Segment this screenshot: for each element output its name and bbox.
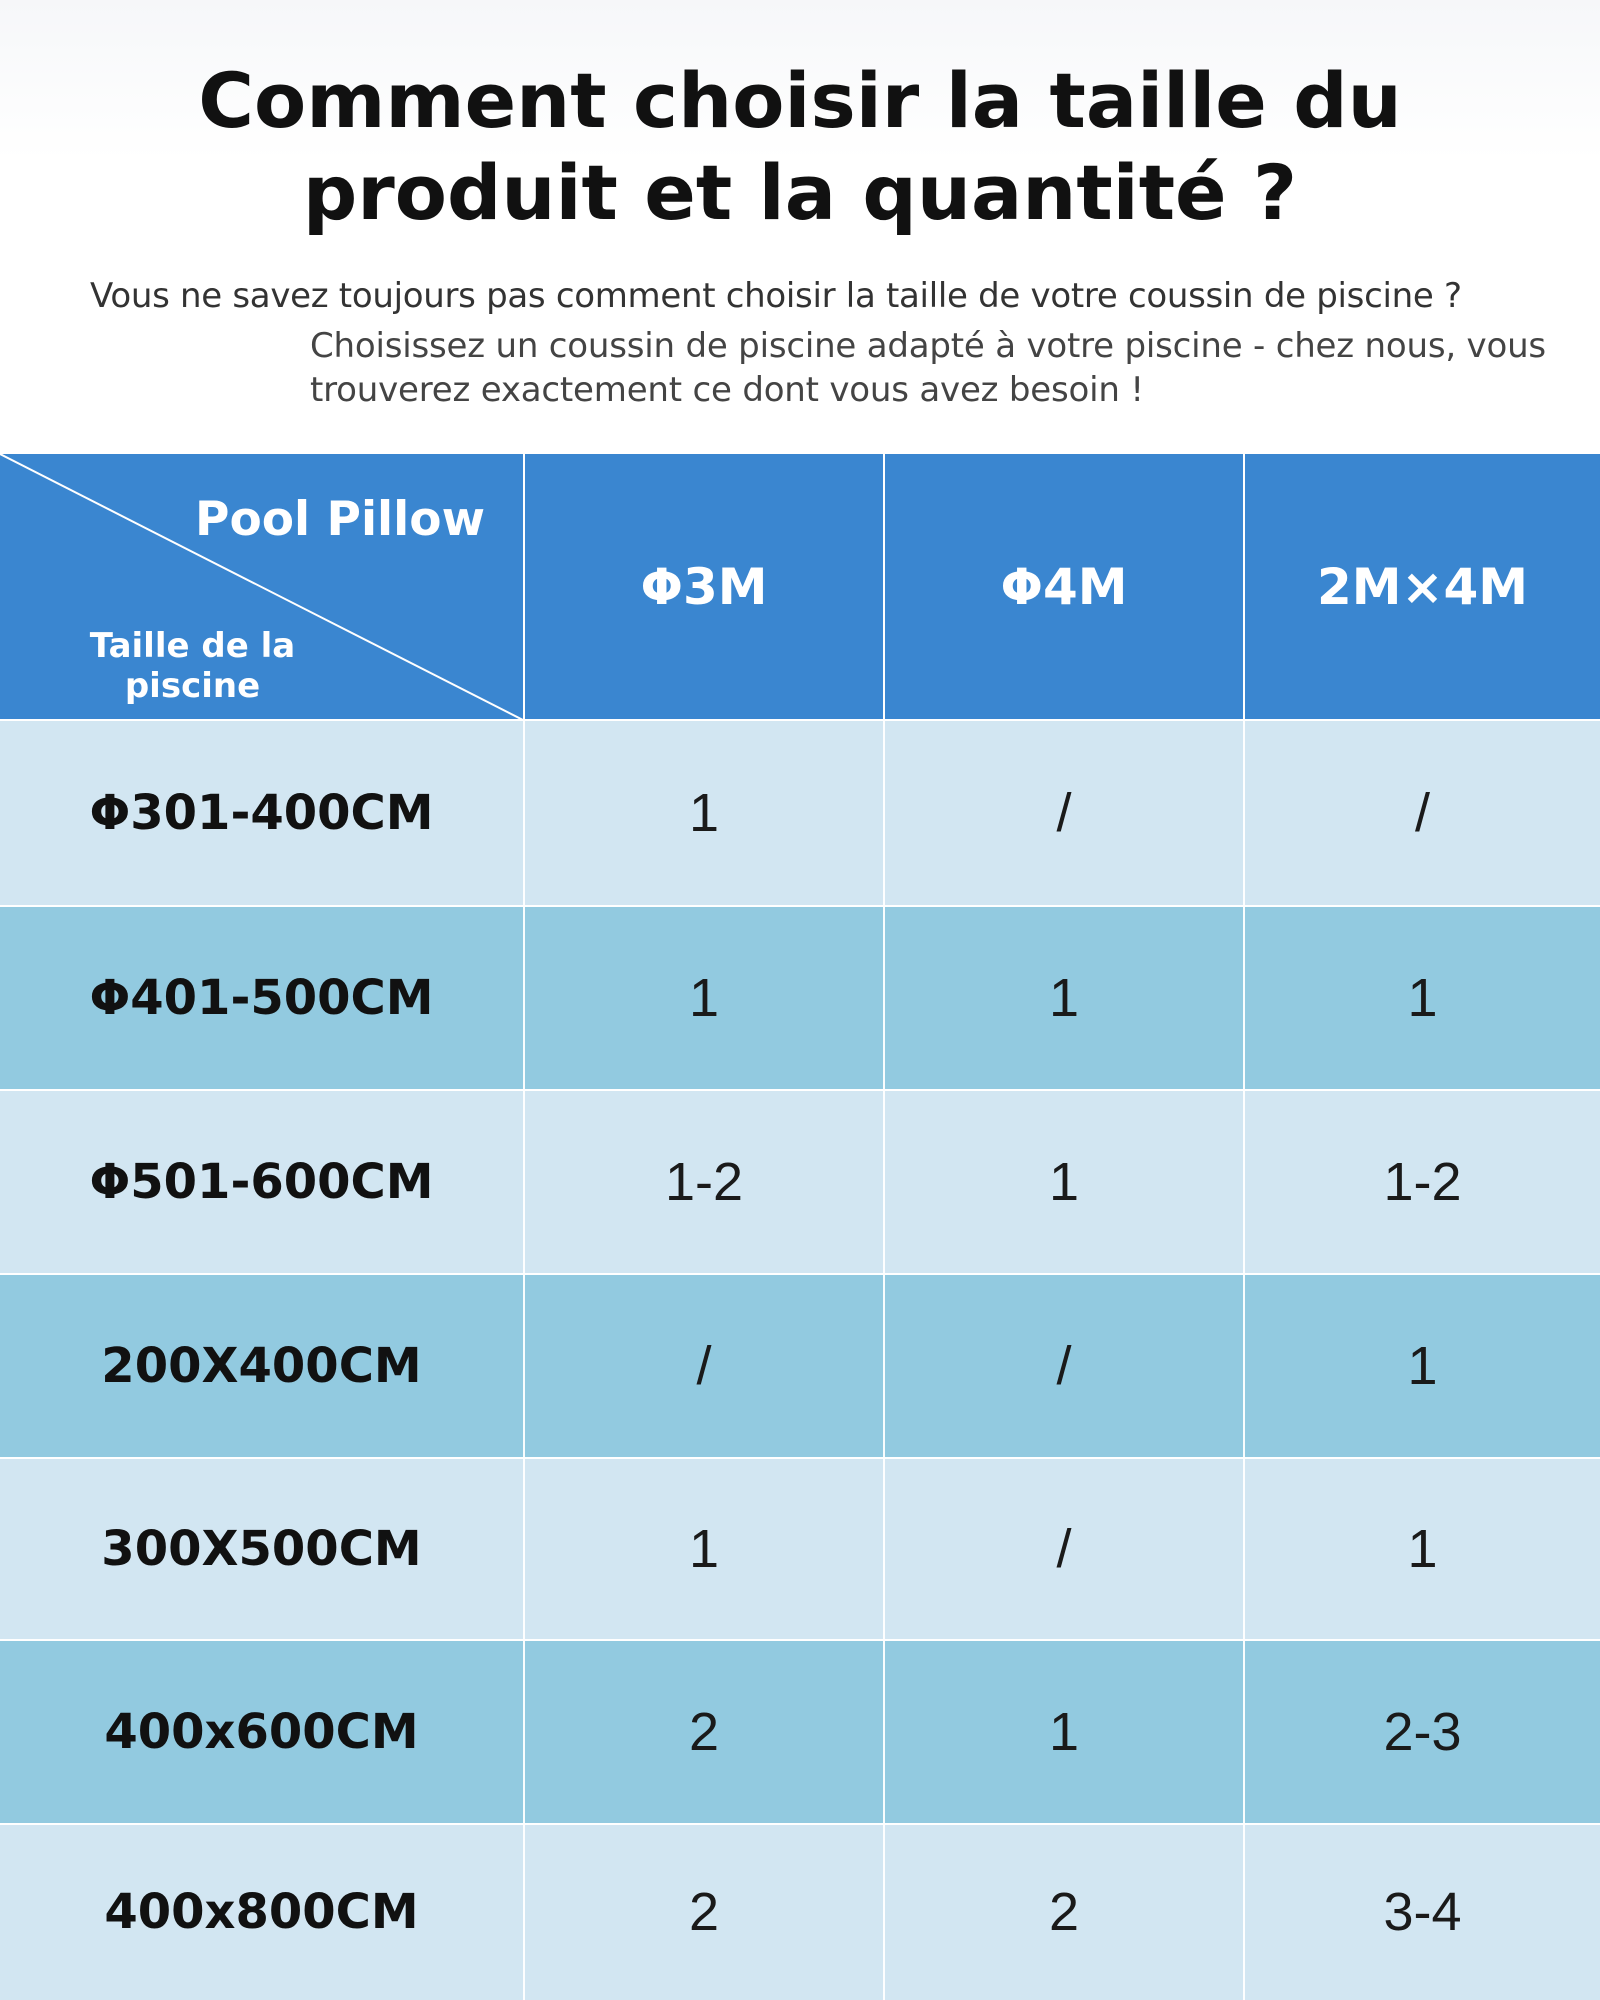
table-row bbox=[0, 1090, 1600, 1274]
table-row bbox=[0, 1458, 1600, 1640]
quantity-cell: 2 bbox=[688, 1882, 720, 1942]
quantity-cell: / bbox=[1056, 1336, 1072, 1396]
quantity-cell: 1 bbox=[688, 1519, 720, 1579]
quantity-cell: 2-3 bbox=[1383, 1702, 1462, 1762]
size-quantity-table bbox=[0, 454, 1600, 2000]
corner-label-pool-size: Taille de la piscine bbox=[89, 626, 296, 706]
quantity-cell: 1 bbox=[1048, 968, 1080, 1028]
quantity-cell: / bbox=[696, 1336, 712, 1396]
row-label: 400x800CM bbox=[104, 1884, 419, 1940]
quantity-cell: / bbox=[1056, 1519, 1072, 1579]
page-title: Comment choisir la taille du produit et la quantité ? bbox=[198, 56, 1402, 237]
column-divider bbox=[1243, 454, 1245, 2000]
column-header-2mx4m: 2M×4M bbox=[1245, 454, 1600, 720]
row-divider bbox=[0, 1457, 1600, 1459]
row-divider bbox=[0, 1639, 1600, 1641]
row-divider bbox=[0, 905, 1600, 907]
row-divider bbox=[0, 1823, 1600, 1825]
quantity-cell: / bbox=[1056, 783, 1072, 843]
subtitle-line-1: Vous ne savez toujours pas comment choisir la taille de votre coussin de piscine ? bbox=[90, 276, 1462, 316]
corner-label-pool-pillow: Pool Pillow bbox=[195, 492, 485, 547]
table-row bbox=[0, 1274, 1600, 1458]
column-header-4m: Φ4M bbox=[885, 454, 1243, 720]
table-row bbox=[0, 906, 1600, 1090]
quantity-cell: 2 bbox=[688, 1702, 720, 1762]
quantity-cell: 1 bbox=[1407, 1519, 1438, 1579]
row-divider bbox=[0, 1089, 1600, 1091]
row-label: Φ401-500CM bbox=[89, 970, 434, 1026]
quantity-cell: 2 bbox=[1048, 1882, 1080, 1942]
quantity-cell: 1 bbox=[688, 783, 720, 843]
table-header-row bbox=[0, 454, 1600, 720]
quantity-cell: 1 bbox=[1407, 968, 1438, 1028]
row-divider bbox=[0, 1273, 1600, 1275]
quantity-cell: 1 bbox=[688, 968, 720, 1028]
column-divider bbox=[883, 454, 885, 2000]
column-divider bbox=[523, 454, 525, 2000]
corner-header-cell bbox=[0, 454, 523, 720]
column-header-3m: Φ3M bbox=[525, 454, 883, 720]
quantity-cell: 1 bbox=[1407, 1336, 1438, 1396]
table-row bbox=[0, 1640, 1600, 1824]
table-row bbox=[0, 720, 1600, 906]
row-divider bbox=[0, 719, 1600, 721]
quantity-cell: / bbox=[1414, 783, 1430, 843]
row-label: 400x600CM bbox=[104, 1704, 419, 1760]
quantity-cell: 1 bbox=[1048, 1702, 1080, 1762]
quantity-cell: 1-2 bbox=[1383, 1152, 1462, 1212]
quantity-cell: 1-2 bbox=[664, 1152, 744, 1212]
quantity-cell: 3-4 bbox=[1383, 1882, 1462, 1942]
row-label: Φ501-600CM bbox=[89, 1154, 434, 1210]
row-label: Φ301-400CM bbox=[89, 785, 434, 841]
table-row bbox=[0, 1824, 1600, 2000]
row-label: 300X500CM bbox=[101, 1521, 422, 1577]
subtitle-line-2: Choisissez un coussin de piscine adapté à votre piscine - chez nous, vous trouverez exactement ce dont vous avez besoin ! bbox=[310, 326, 1546, 410]
quantity-cell: 1 bbox=[1048, 1152, 1080, 1212]
row-label: 200X400CM bbox=[101, 1338, 422, 1394]
